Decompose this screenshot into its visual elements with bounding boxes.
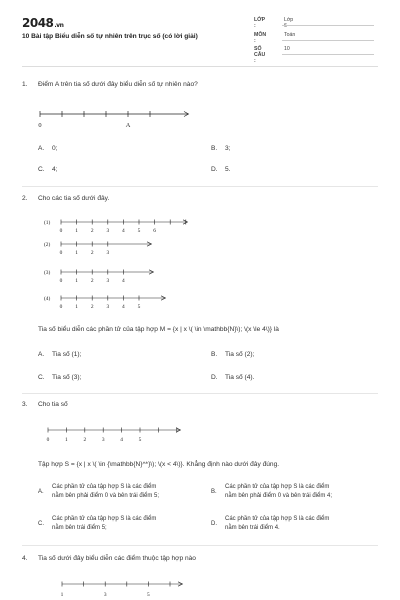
logo-text: 2048 [22,16,54,30]
q1-option-d[interactable] [211,166,231,173]
meta-key: LỚP : [254,17,265,29]
option-text: 3; [225,145,231,152]
option-text-line2: nằm bên trái điểm 5; [52,525,107,531]
tick-label: 5 [137,228,141,234]
question-text: Tia số dưới đây biểu diễn các điểm thuộc tập hợp nào [38,555,196,562]
number-line-q3 [44,422,184,444]
question-number: 4. [22,555,28,562]
question-number: 2. [22,195,28,202]
option-letter: C. [38,166,45,173]
option-letter: A. [38,145,45,152]
option-text-line1: Các phần tử của tập hợp S là các điểm [225,484,330,490]
option-text-line2: nằm bên trái điểm 4. [225,525,280,531]
q1-option-b[interactable] [211,145,231,152]
option-letter: B. [211,145,218,152]
tick-label: 4 [122,278,125,284]
question-divider [22,393,378,394]
tick-label: 2 [90,304,94,310]
option-text-line2: nằm bên phải điểm 0 và bên trái điểm 5; [52,493,160,499]
meta-underline [282,54,374,55]
number-line-label: (1) [44,220,51,226]
number-line-q4 [44,574,194,598]
option-text: Tia số (1); [52,351,82,358]
tick-label: 3 [106,228,110,234]
number-line-q1 [38,107,198,133]
tick-label: 3 [103,592,107,598]
tick-label: 3 [106,250,110,256]
number-lines-q2 [44,214,184,316]
tick-label: 0 [59,304,63,310]
tick-label: 4 [122,228,125,234]
question-text: Cho các tia số dưới đây. [38,195,110,202]
tick-label: 5 [137,304,141,310]
tick-label: 1 [65,437,68,443]
meta-value: Lớp 6 [284,17,294,29]
option-text: Tia số (4). [225,374,255,381]
option-text-line1: Các phần tử của tập hợp S là các điểm [52,484,157,490]
q2-option-a[interactable] [38,351,81,358]
tick-label: 2 [90,278,94,284]
option-text: 0; [52,145,58,152]
tick-label: 1 [75,304,78,310]
tick-label: 4 [122,304,125,310]
number-line-label: (2) [44,242,51,248]
option-text: Tia số (2); [225,351,255,358]
question-text: Điểm A trên tia số dưới đây biểu diễn số tự nhiên nào? [38,81,198,88]
number-line-label: (4) [44,296,51,302]
origin-label: 0 [38,122,42,129]
point-a-label: A [125,122,131,129]
tick-label: 0 [59,228,63,234]
tick-label: 1 [75,278,78,284]
option-text-line2: nằm bên phải điểm 0 và bên trái điểm 4; [225,493,333,499]
option-letter: C. [38,521,44,527]
tick-label: 3 [101,437,105,443]
question-subtext: Tập hợp S = {x | x \( \in {\mathbb{N}^*}\); \(x < 4\)}. Khẳng định nào dưới đây đúng. [38,461,280,468]
meta-value: Toán [284,32,296,38]
option-text: Tia số (3); [52,374,82,381]
tick-label: 1 [60,592,64,598]
question-divider [22,545,378,546]
tick-label: 2 [83,437,87,443]
tick-label: 5 [147,592,150,598]
option-letter: C. [38,374,45,381]
option-letter: B. [211,489,217,495]
meta-underline [282,25,374,26]
question-number: 3. [22,401,28,408]
q2-option-b[interactable] [211,351,254,358]
tick-label: 0 [59,278,63,284]
option-letter: B. [211,351,218,358]
header-divider [22,66,378,67]
q2-option-c[interactable] [38,374,81,381]
tick-label: 5 [138,437,142,443]
q2-option-d[interactable] [211,374,254,381]
option-text-line1: Các phần tử của tập hợp S là các điểm [225,516,330,522]
option-letter: D. [211,374,218,381]
meta-key: SỐ CÂU : [254,46,266,64]
tick-label: 1 [75,228,78,234]
meta-underline [282,40,374,41]
question-text: Cho tia số [38,401,68,408]
option-letter: A. [38,351,45,358]
tick-label: 6 [153,228,156,234]
option-letter: A. [38,489,44,495]
logo-suffix: .vn [54,22,64,29]
document-title: 10 Bài tập Biểu diễn số tự nhiên trên trục số (có lời giải) [22,33,198,40]
option-text: 4; [52,166,58,173]
question-divider [22,186,378,187]
option-text: 5. [225,166,231,173]
tick-label: 3 [106,304,110,310]
option-text-line1: Các phần tử của tập hợp S là các điểm [52,516,157,522]
q1-option-a[interactable] [38,145,58,152]
meta-key: MÔN : [254,32,267,44]
tick-label: 0 [59,250,63,256]
tick-label: 0 [46,437,50,443]
tick-label: 4 [120,437,123,443]
site-logo[interactable] [22,16,63,30]
tick-label: 1 [75,250,78,256]
tick-label: 2 [90,250,94,256]
number-line-label: (3) [44,270,51,276]
tick-label: 3 [106,278,110,284]
question-number: 1. [22,81,28,88]
question-subtext: Tia số biểu diễn các phần tử của tập hợp M = {x | x \( \in \mathbb{N}\); \(x \le 4\)} là [38,326,279,333]
option-letter: D. [211,166,218,173]
meta-value: 10 [284,46,290,52]
option-letter: D. [211,521,217,527]
tick-label: 2 [90,228,94,234]
q1-option-c[interactable] [38,166,58,173]
